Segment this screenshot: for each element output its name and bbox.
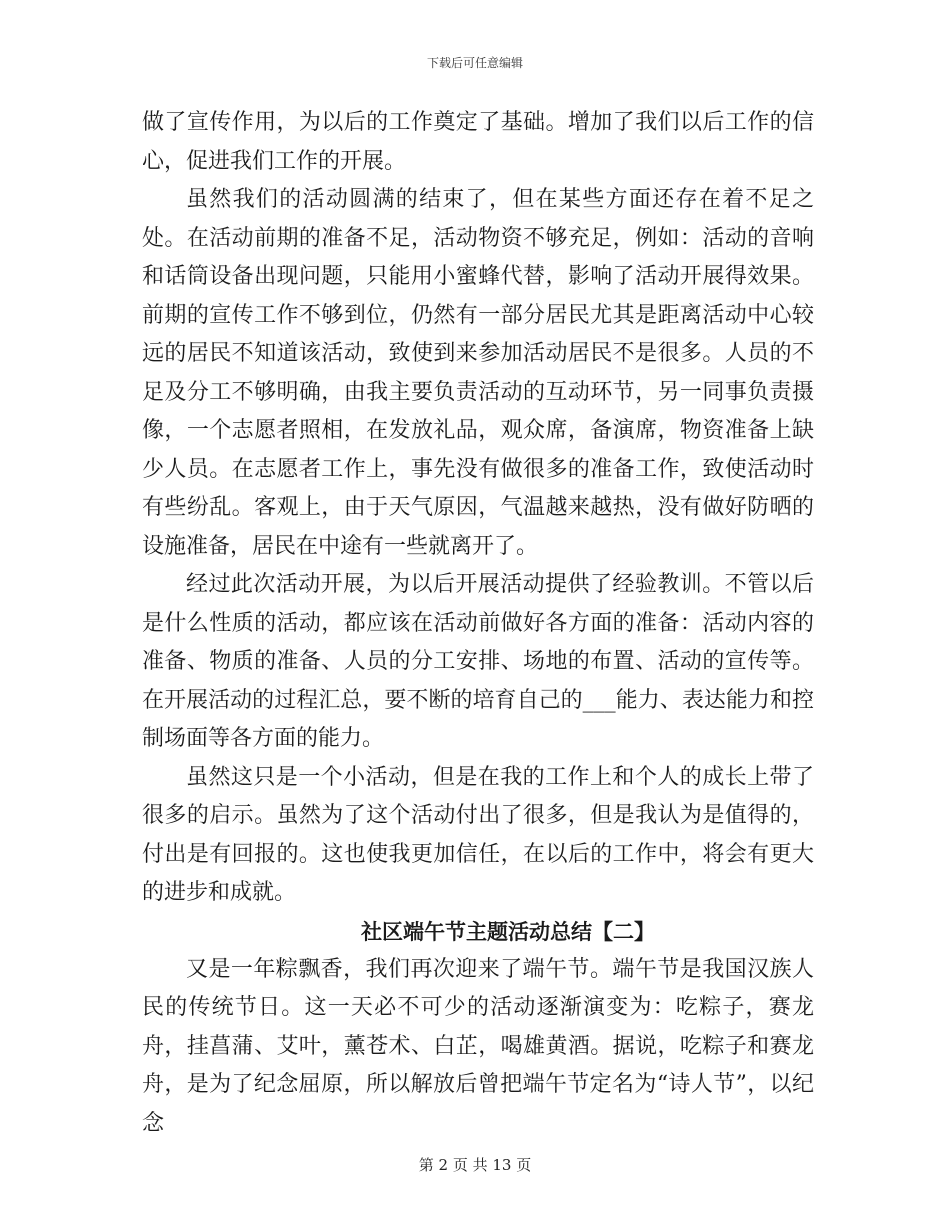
paragraph-lessons: 经过此次活动开展，为以后开展活动提供了经验教训。不管以后是什么性质的活动，都应该在活动前做好各方面的准备：活动内容的准备、物质的准备、人员的分工安排、场地的布置、活动的宣传等。在开展活动的过程汇总，要不断的培育自己的___能力、表达能力和控制场面等各方面的能力。 — [142, 572, 814, 751]
paragraph-section-intro: 又是一年粽飘香，我们再次迎来了端午节。端午节是我国汉族人民的传统节日。这一天必不可少的活动逐渐演变为：吃粽子，赛龙舟，挂菖蒲、艾叶，薰苍术、白芷，喝雄黄酒。据说，吃粽子和赛龙舟，是为了纪念屈原，所以解放后曾把端午节定名为“诗人节”，以纪念 — [142, 956, 814, 1136]
paragraph-continuation: 做了宣传作用，为以后的工作奠定了基础。增加了我们以后工作的信心，促进我们工作的开展。 — [142, 110, 814, 174]
page-header: 下载后可任意编辑 — [426, 56, 523, 70]
paragraph-reflection: 虽然这只是一个小活动，但是在我的工作上和个人的成长上带了很多的启示。虽然为了这个活动付出了很多，但是我认为是值得的，付出是有回报的。这也使我更加信任，在以后的工作中，将会有更大的进步和成就。 — [142, 764, 814, 905]
paragraph-shortcomings: 虽然我们的活动圆满的结束了，但在某些方面还存在着不足之处。在活动前期的准备不足，活动物资不够充足，例如：活动的音响和话筒设备出现问题，只能用小蜜蜂代替，影响了活动开展得效果。前期的宣传工作不够到位，仍然有一部分居民尤其是距离活动中心较远的居民不知道该活动，致使到来参加活动居民不是很多。人员的不足及分工不够明确，由我主要负责活动的互动环节，另一同事负责摄像，一个志愿者照相，在发放礼品，观众席，备演席，物资准备上缺少人员。在志愿者工作上，事先没有做很多的准备工作，致使活动时有些纷乱。客观上，由于天气原因，气温越来越热，没有做好防晒的设施准备，居民在中途有一些就离开了。 — [142, 187, 814, 559]
section-title: 社区端午节主题活动总结【二】 — [361, 918, 655, 944]
document-body — [142, 104, 814, 1143]
page-footer: 第 2 页 共 13 页 — [418, 1156, 532, 1174]
